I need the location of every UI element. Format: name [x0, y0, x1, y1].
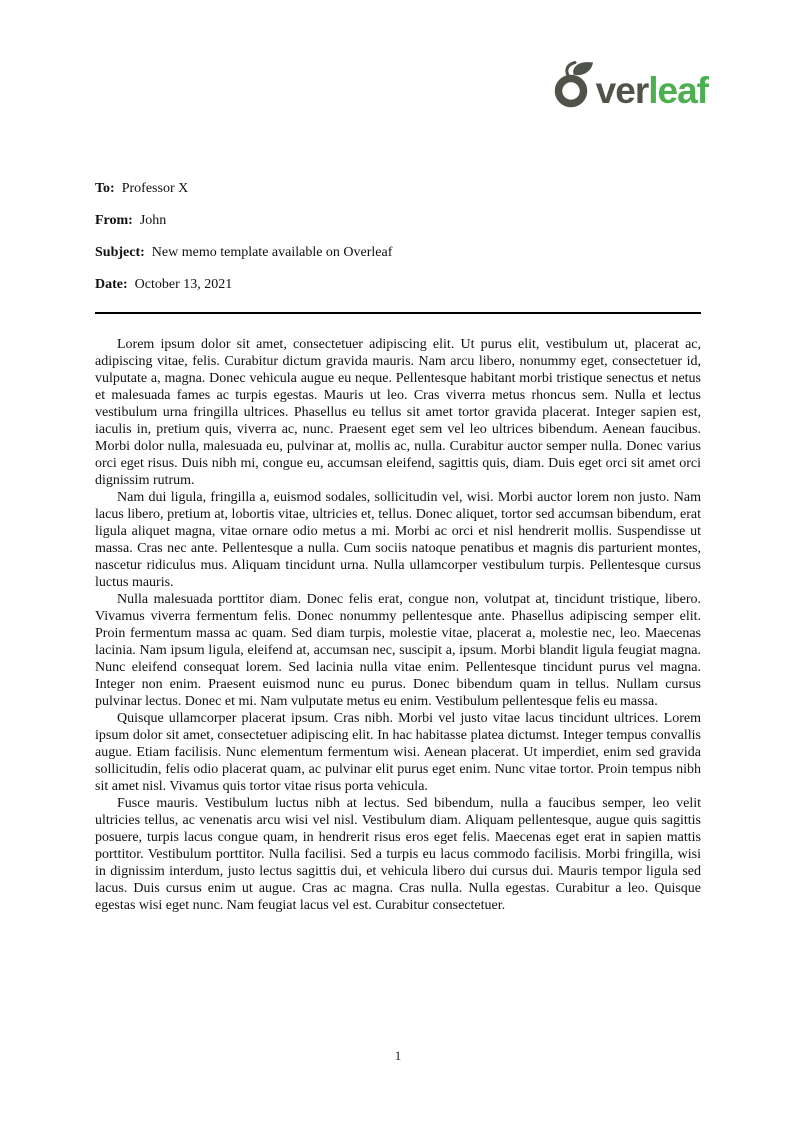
body-paragraph: Fusce mauris. Vestibulum luctus nibh at lectus. Sed bibendum, nulla a faucibus semper, leo velit ultricies tellus, ac venenatis arcu wisi vel nisl. Vestibulum diam. Aliquam pellentesque, augue quis sagittis posuere, turpis lacus congue quam, in hendrerit risus eros eget felis. Maecenas eget erat in sapien mattis porttitor. Vestibulum porttitor. Nulla facilisi. Sed a turpis eu lacus commodo facilisis. Morbi fringilla, wisi in dignissim interdum, justo lectus sagittis dui, et vehicula libero dui cursus dui. Mauris tempor ligula sed lacus. Duis cursus enim ut augue. Cras ac magna. Cras nulla. Nulla egestas. Curabitur a leo. Quisque egestas wisi eget nunc. Nam feugiat lacus vel est. Curabitur consectetuer. [95, 796, 701, 913]
memo-body [95, 336, 701, 914]
body-paragraph: Nam dui ligula, fringilla a, euismod sodales, sollicitudin vel, wisi. Morbi auctor lorem non justo. Nam lacus libero, pretium at, lobortis vitae, ultricies et, tellus. Donec aliquet, tortor sed accumsan bibendum, erat ligula aliquet magna, vitae ornare odio metus a mi. Morbi ac orci et nisl hendrerit mollis. Suspendisse ut massa. Cras nec ante. Pellentesque a nulla. Cum sociis natoque penatibus et magnis dis parturient montes, nascetur ridiculus mus. Aliquam tincidunt urna. Nulla ullamcorper vestibulum turpis. Pellentesque cursus luctus mauris. [95, 490, 701, 590]
memo-field-subject-label: Subject: [95, 245, 145, 260]
overleaf-logo [552, 60, 708, 111]
memo-field-to-value: Professor X [121, 181, 189, 196]
memo-field-to [95, 180, 701, 197]
memo-field-date-label: Date: [95, 277, 128, 292]
body-paragraph: Quisque ullamcorper placerat ipsum. Cras nibh. Morbi vel justo vitae lacus tincidunt ultrices. Lorem ipsum dolor sit amet, consectetuer adipiscing elit. In hac habitasse platea dictumst. Integer tempus convallis augue. Etiam facilisis. Nunc elementum fermentum wisi. Aenean placerat. Ut imperdiet, enim sed gravida sollicitudin, felis odio placerat quam, ac pulvinar elit purus eget enim. Nunc vitae tortor. Proin tempus nibh sit amet nisl. Vivamus quis tortor vitae risus porta vehicula. [95, 711, 701, 794]
header-divider-rule [95, 312, 701, 314]
page-number: 1 [394, 1048, 402, 1063]
logo-text-green: leaf [648, 70, 708, 111]
memo-field-from [95, 212, 701, 229]
memo-field-subject [95, 244, 701, 261]
memo-header [95, 180, 701, 308]
memo-field-to-label: To: [95, 181, 115, 196]
memo-field-date [95, 276, 701, 293]
body-paragraph: Nulla malesuada porttitor diam. Donec felis erat, congue non, volutpat at, tincidunt tristique, libero. Vivamus viverra fermentum felis. Donec nonummy pellentesque ante. Phasellus adipiscing semper elit. Proin fermentum massa ac quam. Sed diam turpis, molestie vitae, placerat a, molestie nec, leo. Maecenas lacinia. Nam ipsum ligula, eleifend at, accumsan nec, suscipit a, ipsum. Morbi blandit ligula feugiat magna. Nunc eleifend consequat lorem. Sed lacinia nulla vitae enim. Pellentesque tincidunt purus vel magna. Integer non enim. Praesent euismod nunc eu purus. Donec bibendum quam in tellus. Nullam cursus pulvinar lectus. Donec et mi. Nam vulputate metus eu enim. Vestibulum pellentesque felis eu massa. [95, 592, 701, 709]
logo-text-gray: ver [595, 70, 649, 111]
memo-field-from-value: John [139, 213, 167, 228]
memo-field-subject-value: New memo template available on Overleaf [151, 245, 393, 260]
memo-field-from-label: From: [95, 213, 133, 228]
overleaf-o-leaf-icon [552, 60, 598, 108]
memo-field-date-value: October 13, 2021 [134, 277, 233, 292]
body-paragraph: Lorem ipsum dolor sit amet, consectetuer adipiscing elit. Ut purus elit, vestibulum ut, placerat ac, adipiscing vitae, felis. Curabitur dictum gravida mauris. Nam arcu libero, nonummy eget, consectetuer id, vulputate a, magna. Donec vehicula augue eu neque. Pellentesque habitant morbi tristique senectus et netus et malesuada fames ac turpis egestas. Mauris ut leo. Cras viverra metus rhoncus sem. Nulla et lectus vestibulum urna fringilla ultrices. Phasellus eu tellus sit amet tortor gravida placerat. Integer sapien est, iaculis in, pretium quis, viverra ac, nunc. Praesent eget sem vel leo ultrices bibendum. Aenean faucibus. Morbi dolor nulla, malesuada eu, pulvinar at, mollis ac, nulla. Curabitur auctor semper nulla. Donec varius orci eget risus. Duis nibh mi, congue eu, accumsan eleifend, sagittis quis, diam. Duis eget orci sit amet orci dignissim rutrum. [95, 337, 701, 488]
